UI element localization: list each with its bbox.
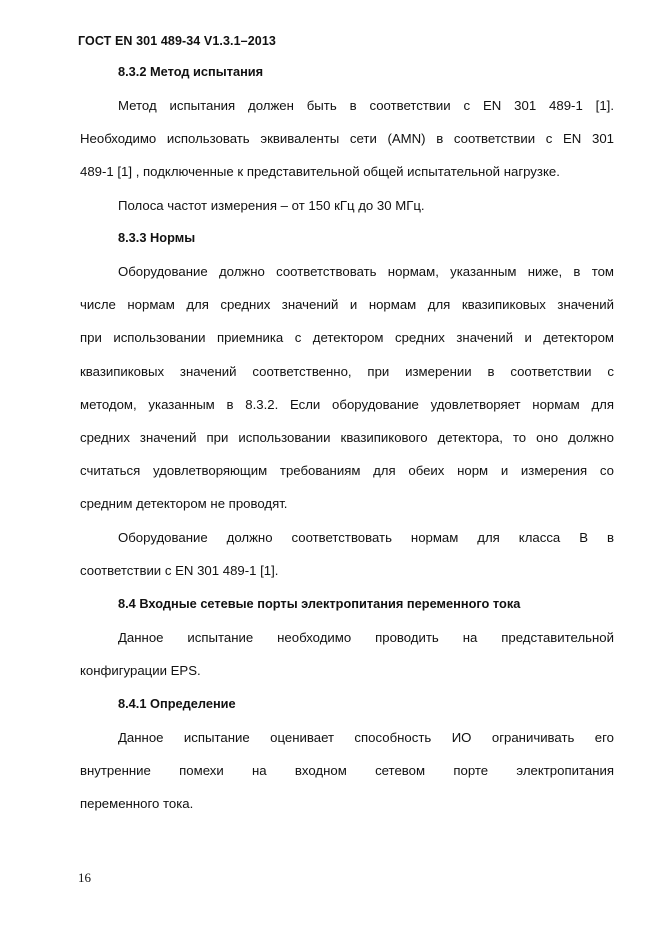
paragraph-line: Полоса частот измерения – от 150 кГц до 30 МГц. — [118, 198, 425, 213]
paragraph-line: Оборудование должно соответствовать нормам для класса B в — [118, 530, 614, 545]
paragraph-line: средних значений при использовании квазипикового детектора, то оно должно — [80, 430, 614, 445]
section-heading-8-4: 8.4 Входные сетевые порты электропитания переменного тока — [118, 596, 521, 611]
section-heading-8-4-1: 8.4.1 Определение — [118, 696, 236, 711]
paragraph-line: квазипиковых значений соответственно, при измерении в соответствии с — [80, 364, 614, 379]
paragraph-line: 489-1 [1] , подключенные к представительной общей испытательной нагрузке. — [80, 164, 560, 179]
paragraph-line: соответствии с EN 301 489-1 [1]. — [80, 563, 279, 578]
paragraph-line: Данное испытание оценивает способность ИО ограничивать его — [118, 730, 614, 745]
paragraph-line: Оборудование должно соответствовать нормам, указанным ниже, в том — [118, 264, 614, 279]
paragraph-line: Необходимо использовать эквиваленты сети (AMN) в соответствии с EN 301 — [80, 131, 614, 146]
paragraph-line: числе нормам для средних значений и нормам для квазипиковых значений — [80, 297, 614, 312]
paragraph-line: при использовании приемника с детектором средних значений и детектором — [80, 330, 614, 345]
paragraph-line: методом, указанным в 8.3.2. Если оборудование удовлетворяет нормам для — [80, 397, 614, 412]
paragraph-line: Данное испытание необходимо проводить на представительной — [118, 630, 614, 645]
page-number: 16 — [78, 870, 91, 885]
section-heading-8-3-2: 8.3.2 Метод испытания — [118, 64, 264, 79]
paragraph-line: переменного тока. — [80, 796, 194, 811]
paragraph-line: Метод испытания должен быть в соответствии с EN 301 489-1 [1]. — [118, 98, 614, 113]
paragraph-line: внутренние помехи на входном сетевом порте электропитания — [80, 763, 614, 778]
paragraph-line: средним детектором не проводят. — [80, 496, 288, 511]
paragraph-line: считаться удовлетворяющим требованиям для обеих норм и измерения со — [80, 463, 614, 478]
document-header: ГОСТ EN 301 489-34 V1.3.1–2013 — [78, 34, 276, 48]
paragraph-line: конфигурации EPS. — [80, 663, 201, 678]
section-heading-8-3-3: 8.3.3 Нормы — [118, 230, 196, 245]
